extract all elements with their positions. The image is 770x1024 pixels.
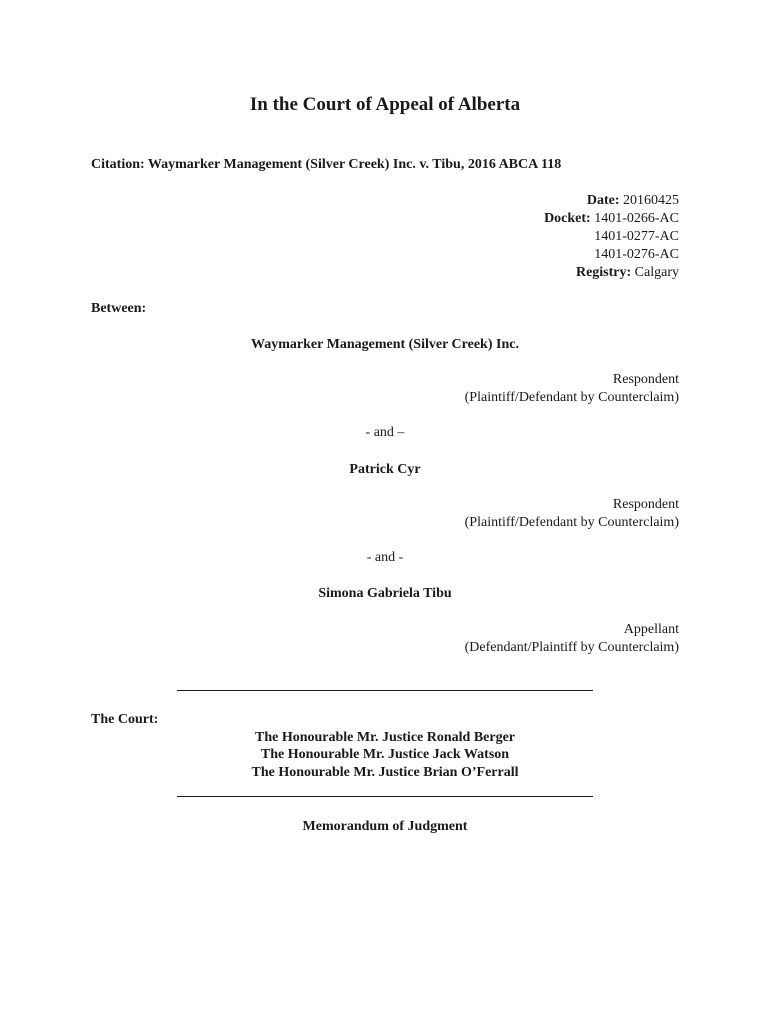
docket-line: [544, 210, 679, 228]
party-role-detail: (Plaintiff/Defendant by Counterclaim): [464, 390, 679, 405]
party-role-detail: (Plaintiff/Defendant by Counterclaim): [464, 515, 679, 530]
court-label: The Court:: [91, 712, 159, 727]
registry-label: Registry:: [575, 265, 632, 280]
party-name: Waymarker Management (Silver Creek) Inc.: [251, 337, 519, 352]
judgment-type: Memorandum of Judgment: [302, 819, 468, 834]
date-line: [587, 192, 679, 210]
and-separator: - and –: [365, 425, 405, 440]
justice-name: The Honourable Mr. Justice Ronald Berger: [254, 730, 516, 745]
and-separator: - and -: [366, 550, 404, 565]
date-label: Date:: [586, 193, 620, 208]
justice-name: The Honourable Mr. Justice Jack Watson: [260, 747, 510, 762]
docket-label: Docket:: [544, 211, 591, 226]
divider-top: [177, 690, 593, 691]
citation-text: Waymarker Management (Silver Creek) Inc. v. Tibu, 2016 ABCA 118: [147, 157, 562, 172]
registry-value: Calgary: [634, 265, 679, 280]
date-value: 20160425: [623, 193, 679, 208]
docket-number: 1401-0266-AC: [594, 211, 679, 226]
registry-line: [576, 264, 679, 282]
court-title: In the Court of Appeal of Alberta: [249, 94, 521, 115]
between-label: Between:: [91, 301, 147, 316]
docket-number: 1401-0277-AC: [594, 229, 679, 244]
party-role: Appellant: [623, 622, 679, 637]
divider-bottom: [177, 796, 593, 797]
citation-label: Citation:: [91, 157, 145, 172]
party-role: Respondent: [612, 372, 679, 387]
party-name: Simona Gabriela Tibu: [318, 586, 452, 601]
party-role-detail: (Defendant/Plaintiff by Counterclaim): [464, 640, 679, 655]
docket-number: 1401-0276-AC: [594, 247, 679, 262]
party-name: Patrick Cyr: [349, 462, 421, 477]
citation-line: [91, 156, 561, 174]
justice-name: The Honourable Mr. Justice Brian O’Ferrall: [251, 765, 519, 780]
party-role: Respondent: [612, 497, 679, 512]
